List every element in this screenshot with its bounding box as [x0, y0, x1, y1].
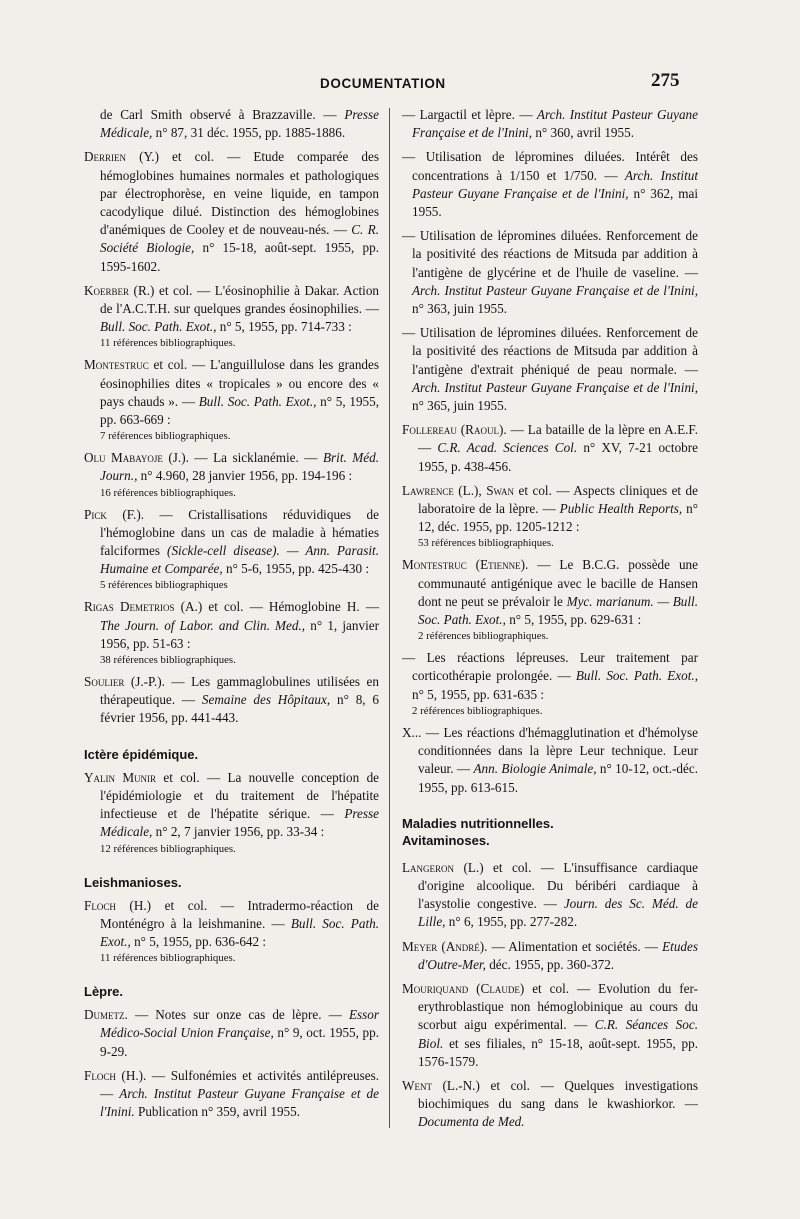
journal-title: Myc. marianum. — Bull. Soc. Path. Exot., — [418, 593, 699, 628]
journal-title: Arch. Institut Pasteur Guyane Française et de l'Inini, — [412, 282, 698, 298]
entry-text: — La bataille de la lèpre en A.E.F. — — [418, 422, 698, 456]
reference-entry — [84, 769, 379, 856]
reference-entry — [402, 324, 698, 415]
entry-text: — Utilisation de lépromines diluées. Renforcement de la positivité des réactions de Mitsuda par addition à l'antigène de glycérine et de l'huile de vaseline. — — [402, 228, 698, 280]
reference-count: 11 références bibliographiques. — [100, 337, 236, 350]
reference-entry — [84, 1006, 379, 1061]
entry-text: et col. — La nouvelle conception de l'épidémiologie et du traitement de l'hépatite infectieuse et de l'hépatite sérique. — — [100, 769, 380, 822]
reference-entry — [402, 859, 698, 932]
entry-text: — Sulfonémies et activités antilépreuses. — — [100, 1067, 380, 1101]
reference-entry — [84, 598, 379, 667]
page-number: 275 — [651, 70, 680, 91]
reference-entry — [402, 421, 698, 476]
reference-entry — [84, 897, 379, 966]
entry-text: et col. — Aspects cliniques et de laboratoire de la lèpre. — — [418, 482, 699, 517]
citation-details: n° 1, janvier 1956, pp. 51-63 : — [100, 617, 380, 651]
running-title: DOCUMENTATION — [320, 76, 446, 91]
section-heading: Lèpre. — [84, 984, 124, 1000]
journal-title: Arch. Institut Pasteur Guyane Française et de l'Inini, — [412, 379, 698, 395]
journal-title: Etudes d'Outre-Mer, — [418, 938, 699, 972]
entry-text: — Utilisation de lépromines diluées. Renforcement de la positivité des réactions de Mitsuda par addition à l'antigène d'extrait phéniqué de peau normale. — — [402, 325, 698, 377]
entry-text: et col. — L'insuffisance cardiaque d'origine alcoolique. Du béribéri cardiaque à l'asystolie congestive. — — [418, 859, 698, 912]
author-name: Soulier (J.-P.). — [84, 674, 165, 690]
author-name: Dumetz. — [84, 1007, 128, 1023]
author-name: Floch (H.) — [84, 897, 152, 913]
section-heading: Leishmanioses. — [84, 874, 182, 890]
reference-entry — [402, 649, 698, 718]
citation-details: n° 6, 1955, pp. 277-282. — [448, 914, 578, 930]
citation-details: n° 2, 7 janvier 1956, pp. 33-34 : — [155, 824, 325, 840]
journal-title: Presse Médicale, — [100, 107, 380, 141]
reference-count: 5 références bibliographiques — [100, 579, 228, 592]
section-heading: Ictère épidémique. — [84, 746, 199, 762]
journal-title: Bull. Soc. Path. Exot., — [100, 319, 217, 335]
journal-title: Ann. Biologie Animale, — [473, 761, 597, 777]
citation-details: n° 5, 1955, pp. 631-635 : — [412, 686, 545, 702]
citation-details: n° 15-18, août-sept. 1955, pp. 1595-1602. — [100, 240, 379, 274]
reference-entry — [84, 1067, 379, 1122]
reference-count: 11 références bibliographiques. — [100, 952, 236, 965]
citation-details: n° 9, oct. 1955, pp. 9-29. — [100, 1025, 380, 1059]
author-name: Mouriquand (Claude) — [402, 980, 525, 996]
reference-entry — [84, 282, 379, 351]
journal-title: C. R. Société Biologie, — [100, 222, 379, 256]
column-divider — [389, 108, 390, 1128]
journal-title: Essor Médico-Social Union Française, — [100, 1007, 380, 1041]
journal-title: Arch. Institut Pasteur Guyane Française et de l'Inini. — [100, 1085, 380, 1120]
journal-title: Journ. des Sc. Méd. de Lille, — [418, 896, 699, 930]
entry-text: et col. — Etude comparée des hémoglobines humaines normales et pathologiques par électrophorèse, en veine liquide, en tampon cacodylique dilué. Distinction des hémoglobines d'anémiques de Cooley et de nouveau-nés. — — [100, 149, 380, 238]
reference-count: 7 références bibliographiques. — [100, 430, 231, 443]
entry-text: — Le B.C.G. possède une communauté antigénique avec le bacille de Hansen dont ne peut se prévaloir le — [418, 557, 698, 609]
entry-text: et col. — Intradermo-réaction de Monténégro à la leishmanine. — — [100, 897, 379, 931]
entry-text: — Les réactions d'hémagglutination et d'hémolyse conditionnées dans la lèpre Leur technique. Leur valeur. — — [418, 724, 699, 777]
journal-title: Bull. Soc. Path. Exot., — [198, 393, 317, 409]
reference-entry — [402, 938, 698, 974]
left-column — [84, 106, 379, 1127]
entry-text: et col. — Quelques investigations biochimiques du sang dans le kwashiorkor. — — [418, 1077, 698, 1112]
author-name: Yalin Munir — [84, 769, 157, 785]
citation-details: n° 363, juin 1955. — [412, 301, 508, 317]
citation-details: n° 5, 1955, pp. 714-733 : — [219, 319, 352, 335]
author-name: Meyer (André). — [402, 938, 488, 954]
reference-entry — [402, 556, 698, 643]
page-header — [0, 70, 800, 100]
right-column — [402, 106, 698, 1138]
entry-text: — Largactil et lèpre. — — [402, 107, 533, 122]
reference-count: 2 références bibliographiques. — [412, 704, 543, 717]
entry-text: et col. — L'anguillulose dans les grandes éosinophilies dites « tropicales » ou encore des « pays chauds ». — — [100, 357, 380, 409]
author-name: Lawrence (L.), Swan — [402, 482, 515, 498]
entry-text: — Les gammaglobulines utilisées en thérapeutique. — — [100, 674, 379, 708]
entry-text: — Cristallisations réduvidiques de l'hémoglobine dans un cas de maladie à hématies falciformes — [100, 506, 379, 559]
author-name: Langeron (L.) — [402, 859, 484, 875]
citation-details: n° 10-12, oct.-déc. 1955, pp. 613-615. — [418, 761, 699, 795]
reference-count: 53 références bibliographiques. — [418, 537, 554, 550]
reference-count: 16 références bibliographiques. — [100, 486, 236, 499]
journal-title: The Journ. of Labor. and Clin. Med., — [100, 617, 306, 633]
journal-title: C.R. Acad. Sciences Col. — [437, 440, 578, 456]
entry-text: — La sicklanémie. — — [194, 450, 318, 466]
citation-details: n° 5, 1955, pp. 636-642 : — [134, 933, 267, 949]
section-subheading: Avitaminoses. — [402, 832, 490, 848]
author-name: Pick (F.). — [84, 506, 145, 522]
entry-text: — Notes sur onze cas de lèpre. — — [134, 1007, 342, 1023]
entry-text: — Alimentation et sociétés. — — [491, 938, 658, 954]
citation-details: n° 5, 1955, pp. 629-631 : — [509, 612, 642, 628]
author-name: Follereau (Raoul). — [402, 422, 507, 438]
citation-details: déc. 1955, pp. 360-372. — [489, 956, 615, 972]
citation-details: n° 87, 31 déc. 1955, pp. 1885-1886. — [155, 125, 346, 141]
citation-details: n° 5-6, 1955, pp. 425-430 : — [226, 561, 370, 577]
reference-count: 2 références bibliographiques. — [418, 630, 549, 643]
reference-entry — [84, 449, 379, 499]
journal-title: Arch. Institut Pasteur Guyane Française et de l'Inini, — [412, 107, 698, 141]
author-name: Montestruc (Etienne). — [402, 557, 529, 573]
author-name: Rigas Demetrios (A.) — [84, 599, 203, 615]
author-name: Went (L.-N.) — [402, 1077, 480, 1093]
reference-entry — [402, 106, 698, 142]
reference-entry — [402, 724, 698, 797]
reference-entry — [402, 148, 698, 221]
journal-title: C.R. Séances Soc. Biol. — [418, 1017, 698, 1051]
author-name: Derrien (Y.) — [84, 149, 159, 165]
journal-title: Documenta de Med. — [418, 1114, 525, 1130]
citation-details: n° 360, avril 1955. — [535, 125, 634, 141]
journal-title: Bull. Soc. Path. Exot., — [100, 915, 379, 949]
author-name: Koerber (R.) — [84, 282, 155, 298]
citation-details: n° 362, mai 1955. — [412, 185, 698, 220]
entry-text: de Carl Smith observé à Brazzaville. — — [100, 107, 337, 122]
entry-text: et col. — Evolution du fer-erythroblastique non hémoglobinique au cours du scorbut aigu expérimental. — — [418, 980, 699, 1033]
section-heading: Maladies nutritionnelles. — [402, 815, 554, 831]
journal-title: Brit. Méd. Journ., — [100, 450, 380, 484]
citation-details: n° 4.960, 28 janvier 1956, pp. 194-196 : — [140, 468, 353, 484]
citation-details: n° XV, 7-21 octobre 1955, p. 438-456. — [418, 440, 698, 474]
reference-entry — [402, 980, 698, 1071]
reference-entry — [402, 1077, 698, 1132]
reference-entry — [402, 227, 698, 318]
reference-entry — [84, 356, 379, 443]
journal-title: Public Health Reports, — [559, 501, 683, 517]
entry-text: — Les réactions lépreuses. Leur traitement par corticothérapie prolongée. — — [402, 650, 698, 684]
reference-count: 38 références bibliographiques. — [100, 654, 236, 667]
journal-title: (Sickle-cell disease). — Ann. Parasit. Humaine et Comparée, — [100, 543, 380, 577]
citation-details: et ses filiales, n° 15-18, août-sept. 1955, pp. 1576-1579. — [418, 1035, 699, 1069]
reference-entry — [402, 482, 698, 551]
journal-title: Bull. Soc. Path. Exot., — [575, 668, 698, 684]
author-name: X... — [402, 724, 422, 740]
author-name: Olu Mabayoje (J.). — [84, 450, 189, 466]
journal-title: Arch. Institut Pasteur Guyane Française et de l'Inini, — [412, 167, 699, 201]
reference-entry — [84, 506, 379, 593]
citation-details: n° 365, juin 1955. — [412, 398, 508, 414]
reference-count: 12 références bibliographiques. — [100, 842, 236, 855]
author-name: Floch (H.). — [84, 1067, 147, 1083]
reference-entry — [84, 148, 379, 275]
entry-text: — Utilisation de lépromines diluées. Intérêt des concentrations à 1/150 et 1/750. — — [402, 149, 698, 183]
citation-details: Publication n° 359, avril 1955. — [138, 1104, 301, 1120]
reference-entry — [84, 673, 379, 728]
author-name: Montestruc — [84, 357, 149, 373]
journal-title: Semaine des Hôpitaux, — [201, 692, 331, 708]
journal-title: Presse Médicale, — [100, 806, 379, 840]
entry-text: et col. — L'éosinophilie à Dakar. Action de l'A.C.T.H. sur quelques grandes éosinophilies. — — [100, 282, 380, 317]
citation-details: n° 5, 1955, pp. 663-669 : — [100, 393, 380, 428]
citation-details: n° 12, déc. 1955, pp. 1205-1212 : — [418, 501, 699, 535]
citation-details: n° 8, 6 février 1956, pp. 441-443. — [100, 692, 380, 726]
entry-text: et col. — Hémoglobine H. — — [208, 599, 380, 615]
reference-entry — [84, 106, 379, 142]
